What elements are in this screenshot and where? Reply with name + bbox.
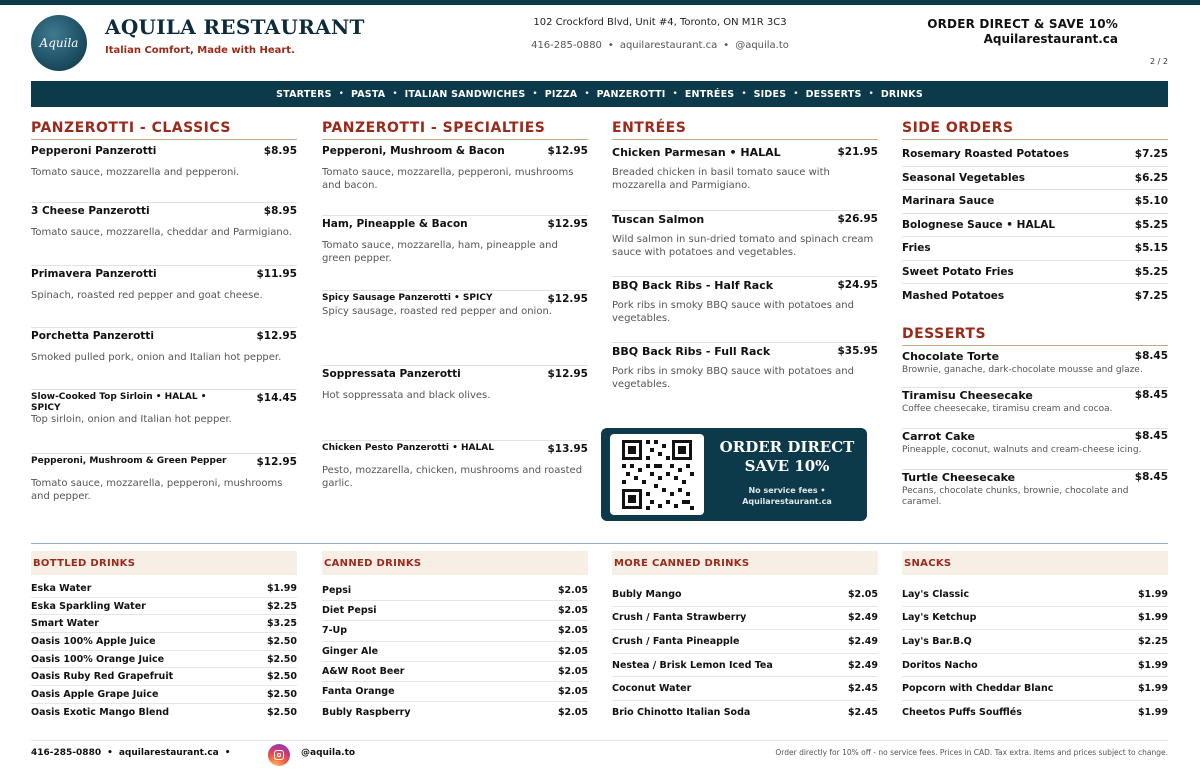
footer-phone-link[interactable]: 416-285-0880 [31, 748, 102, 758]
drinks-header: BOTTLED DRINKS [31, 551, 297, 575]
item-name: Ham, Pineapple & Bacon [322, 218, 468, 230]
menu-item [322, 440, 588, 510]
item-price: $2.05 [557, 686, 588, 698]
drinks-header: SNACKS [902, 551, 1168, 575]
item-price: $2.45 [847, 683, 878, 695]
item-price: $7.25 [1134, 148, 1168, 161]
item-description: Tomato sauce, mozzarella, cheddar and Parmigiano. [31, 227, 292, 238]
snack-item [902, 607, 1168, 631]
item-name: Brio Chinotto Italian Soda [612, 707, 751, 719]
nav-separator: • [584, 89, 590, 99]
menu-item [322, 290, 588, 365]
item-price: $2.05 [557, 706, 588, 718]
item-name: Bolognese Sauce • HALAL [902, 218, 1056, 231]
order-website-link[interactable]: Aquilarestaurant.ca [983, 32, 1118, 46]
item-price: $12.95 [256, 330, 297, 342]
item-description: Top sirloin, onion and Italian hot pepper. [31, 414, 232, 425]
item-name: Porchetta Panzerotti [31, 330, 154, 342]
dessert-item [902, 428, 1168, 469]
section-title: PANZEROTTI - CLASSICS [31, 120, 297, 140]
separator-dot: • [107, 748, 113, 758]
item-name: Crush / Fanta Pineapple [612, 635, 740, 647]
menu-item [31, 453, 297, 513]
side-orders-list [902, 143, 1168, 308]
item-description: Tomato sauce, mozzarella and pepperoni. [31, 167, 240, 178]
item-name: Sweet Potato Fries [902, 265, 1014, 278]
item-name: Rosemary Roasted Potatoes [902, 148, 1069, 161]
nav-entrees[interactable]: ENTRÉES [684, 88, 735, 100]
item-name: 7-Up [322, 625, 348, 637]
side-item [902, 143, 1168, 167]
drink-item [322, 662, 588, 682]
item-price: $26.95 [837, 213, 878, 225]
drink-item [31, 668, 297, 686]
item-description: Pineapple, coconut, walnuts and cream-cheese icing. [902, 444, 1142, 455]
nav-separator: • [672, 89, 678, 99]
item-price: $1.99 [1137, 659, 1168, 671]
item-description: Spinach, roasted red pepper and goat cheese. [31, 290, 263, 301]
item-name: Oasis Apple Grape Juice [31, 688, 159, 700]
menu-item [31, 389, 297, 453]
dessert-item [902, 387, 1168, 428]
item-name: Coconut Water [612, 683, 692, 695]
item-price: $5.25 [1134, 265, 1168, 278]
item-description: Hot soppressata and black olives. [322, 390, 491, 401]
item-name: Chicken Pesto Panzerotti • HALAL [322, 443, 494, 453]
order-direct-promo-card[interactable] [601, 428, 867, 521]
drink-item [31, 686, 297, 704]
address: 102 Crockford Blvd, Unit #4, Toronto, ON M1R 3C3 [533, 17, 787, 28]
item-name: Cheetos Puffs Soufflés [902, 707, 1022, 719]
item-price: $2.50 [266, 671, 297, 683]
drinks-list [322, 581, 588, 722]
nav-separator: • [338, 89, 344, 99]
side-item [902, 190, 1168, 214]
menu-item [322, 215, 588, 290]
snack-item [902, 583, 1168, 607]
side-orders-section [902, 120, 1168, 510]
order-direct-line: ORDER DIRECT & SAVE 10% [927, 17, 1118, 31]
item-name: Mashed Potatoes [902, 289, 1005, 302]
item-price: $8.45 [1134, 470, 1168, 483]
item-name: Pepperoni Panzerotti [31, 145, 157, 157]
menu-item [322, 140, 588, 215]
item-description: Tomato sauce, mozzarella, pepperoni, mushrooms and pepper. [31, 478, 283, 502]
item-description: Spicy sausage, roasted red pepper and onion. [322, 306, 552, 317]
side-item [902, 167, 1168, 191]
item-name: Oasis 100% Orange Juice [31, 653, 165, 665]
item-price: $13.95 [547, 443, 588, 455]
item-price: $2.50 [266, 707, 297, 719]
item-price: $2.49 [847, 612, 878, 624]
separator-dot: • [723, 40, 730, 51]
item-price: $2.45 [847, 707, 878, 719]
section-title: SIDE ORDERS [902, 120, 1168, 140]
nav-panzerotti[interactable]: PANZEROTTI [596, 88, 666, 100]
canned-drinks-section [322, 551, 588, 722]
item-name: Spicy Sausage Panzerotti • SPICY [322, 293, 493, 303]
item-description: Brownie, ganache, dark-chocolate mousse and glaze. [902, 364, 1143, 375]
item-price: $2.25 [266, 600, 297, 612]
more-canned-drinks-section [612, 551, 878, 725]
instagram-link[interactable]: @aquila.to [735, 40, 789, 51]
nav-separator: • [532, 89, 538, 99]
nav-separator: • [793, 89, 799, 99]
snack-item [902, 654, 1168, 678]
drink-item [612, 701, 878, 725]
item-name: Lay's Classic [902, 588, 970, 600]
item-name: Eska Sparkling Water [31, 600, 146, 612]
item-price: $11.95 [256, 268, 297, 280]
item-price: $1.99 [1137, 683, 1168, 695]
item-name: Primavera Panzerotti [31, 268, 157, 280]
desserts-title: DESSERTS [902, 326, 1168, 346]
nav-separator: • [868, 89, 874, 99]
panzerotti-classics-section [31, 120, 297, 513]
item-name: Seasonal Vegetables [902, 171, 1025, 184]
item-price: $14.45 [256, 392, 297, 404]
item-price: $12.95 [547, 145, 588, 157]
qr-code[interactable] [610, 434, 704, 515]
separator-dot: • [224, 748, 231, 758]
promo-text [711, 438, 863, 507]
item-name: Marinara Sauce [902, 195, 995, 208]
snack-item [902, 701, 1168, 725]
item-price: $2.05 [557, 645, 588, 657]
item-name: Popcorn with Cheddar Blanc [902, 683, 1054, 695]
item-name: BBQ Back Ribs - Half Rack [612, 279, 774, 292]
menu-item [612, 140, 878, 210]
side-item [902, 214, 1168, 238]
drink-item [31, 580, 297, 598]
menu-item [612, 210, 878, 276]
dessert-item [902, 346, 1168, 387]
snacks-list [902, 583, 1168, 725]
drinks-list [612, 583, 878, 725]
drink-item [612, 654, 878, 678]
item-price: $8.95 [263, 145, 297, 157]
bottled-drinks-section [31, 551, 297, 722]
item-price: $7.25 [1134, 289, 1168, 302]
drink-item [322, 581, 588, 601]
item-price: $5.15 [1134, 242, 1168, 255]
item-price: $12.95 [547, 293, 588, 305]
promo-headline: ORDER DIRECT [719, 438, 855, 456]
side-item [902, 261, 1168, 285]
item-price: $8.95 [263, 205, 297, 217]
drink-item [322, 621, 588, 641]
footer-divider [31, 740, 1168, 741]
nav-desserts[interactable]: DESSERTS [805, 88, 862, 100]
item-name: Pepperoni, Mushroom & Bacon [322, 145, 505, 157]
item-name: Oasis Ruby Red Grapefruit [31, 671, 174, 683]
item-description: Wild salmon in sun-dried tomato and spinach cream sauce with potatoes and vegetables. [612, 234, 874, 258]
item-price: $2.49 [847, 659, 878, 671]
menu-item [31, 327, 297, 389]
order-direct-header [880, 17, 1118, 46]
logo-text: Aquila [39, 36, 79, 50]
snacks-section [902, 551, 1168, 725]
item-price: $8.45 [1134, 388, 1168, 401]
item-price: $8.45 [1134, 429, 1168, 442]
item-price: $35.95 [837, 345, 878, 357]
drink-item [322, 682, 588, 702]
top-accent-bar [0, 0, 1200, 5]
page-number: 2 / 2 [1150, 57, 1168, 66]
promo-no-fees: No service fees • [748, 486, 826, 495]
menu-item [612, 342, 878, 402]
panzerotti-specialties-section [322, 120, 588, 510]
item-price: $2.05 [557, 625, 588, 637]
dessert-item [902, 469, 1168, 510]
drinks-header: CANNED DRINKS [322, 551, 588, 575]
item-name: Diet Pepsi [322, 605, 377, 617]
snack-item [902, 630, 1168, 654]
menu-item [31, 265, 297, 327]
item-price: $2.05 [847, 588, 878, 600]
drinks-list [31, 580, 297, 722]
item-price: $12.95 [256, 456, 297, 468]
footer-contact [31, 748, 237, 758]
footer-disclaimer: Order directly for 10% off - no service fees. Prices in CAD. Tax extra. Items and prices subject to change. [775, 748, 1168, 757]
drink-item [612, 583, 878, 607]
drink-item [612, 677, 878, 701]
item-description: Smoked pulled pork, onion and Italian hot pepper. [31, 352, 282, 363]
item-price: $6.25 [1134, 171, 1168, 184]
item-description: Pecans, chocolate chunks, brownie, chocolate and caramel. [902, 485, 1129, 507]
item-name: Bubly Raspberry [322, 706, 411, 718]
item-name: Lay's Bar.B.Q [902, 635, 972, 647]
item-name: Fries [902, 242, 931, 255]
item-description: Pork ribs in smoky BBQ sauce with potatoes and vegetables. [612, 366, 854, 390]
drinks-header: MORE CANNED DRINKS [612, 551, 878, 575]
item-description: Tomato sauce, mozzarella, ham, pineapple and green pepper. [322, 240, 558, 264]
item-name: A&W Root Beer [322, 665, 405, 677]
category-nav [31, 81, 1168, 107]
contact-block [480, 17, 840, 51]
item-price: $1.99 [1137, 707, 1168, 719]
nav-sides[interactable]: SIDES [753, 88, 787, 100]
item-price: $21.95 [837, 146, 878, 158]
item-price: $24.95 [837, 279, 878, 291]
side-item [902, 284, 1168, 308]
nav-starters[interactable]: STARTERS [276, 88, 332, 100]
qr-code-graphic [610, 434, 704, 515]
item-name: Carrot Cake [902, 429, 975, 443]
item-name: Soppressata Panzerotti [322, 368, 461, 380]
item-price: $12.95 [547, 368, 588, 380]
website-link[interactable]: aquilarestaurant.ca [619, 40, 718, 51]
item-name: Bubly Mango [612, 588, 682, 600]
section-title: ENTRÉES [612, 120, 878, 140]
item-price: $2.05 [557, 585, 588, 597]
nav-pizza[interactable]: PIZZA [544, 88, 578, 100]
drink-item [31, 704, 297, 722]
nav-separator: • [741, 89, 747, 99]
nav-separator: • [392, 89, 398, 99]
item-price: $2.25 [1137, 635, 1168, 647]
item-price: $5.10 [1134, 195, 1168, 208]
item-price: $2.50 [266, 653, 297, 665]
item-name: Pepsi [322, 585, 352, 597]
drink-item [31, 598, 297, 616]
section-title: PANZEROTTI - SPECIALTIES [322, 120, 588, 140]
menu-item [31, 140, 297, 202]
item-price: $5.25 [1134, 218, 1168, 231]
promo-website: Aquilarestaurant.ca [742, 497, 832, 506]
item-description: Pork ribs in smoky BBQ sauce with potatoes and vegetables. [612, 300, 854, 324]
item-description: Coffee cheesecake, tiramisu cream and cocoa. [902, 403, 1113, 414]
item-name: Tuscan Salmon [612, 213, 705, 226]
section-divider [31, 543, 1168, 544]
drink-item [612, 630, 878, 654]
promo-subtext [711, 485, 863, 507]
instagram-icon[interactable] [268, 744, 290, 766]
item-name: Doritos Nacho [902, 659, 978, 671]
item-description: Pesto, mozzarella, chicken, mushrooms and roasted garlic. [322, 465, 583, 489]
footer-instagram-link[interactable]: @aquila.to [301, 748, 356, 758]
item-name: Tiramisu Cheesecake [902, 388, 1033, 402]
item-name: 3 Cheese Panzerotti [31, 205, 150, 217]
side-item [902, 237, 1168, 261]
item-price: $1.99 [266, 582, 297, 594]
brand-tagline: Italian Comfort, Made with Heart. [105, 45, 295, 56]
separator-dot: • [607, 40, 614, 51]
item-price: $12.95 [547, 218, 588, 230]
menu-item [322, 365, 588, 440]
nav-pasta[interactable]: PASTA [350, 88, 386, 100]
item-price: $2.50 [266, 688, 297, 700]
menu-item [31, 202, 297, 265]
item-name: Slow-Cooked Top Sirloin • HALAL • SPICY [31, 392, 207, 413]
item-description: Breaded chicken in basil tomato sauce with mozzarella and Parmigiano. [612, 167, 830, 191]
item-name: BBQ Back Ribs - Full Rack [612, 345, 771, 358]
nav-drinks[interactable]: DRINKS [880, 88, 923, 100]
drink-item [322, 702, 588, 722]
item-name: Chicken Parmesan • HALAL [612, 146, 781, 159]
promo-discount: SAVE 10% [744, 457, 830, 475]
restaurant-logo[interactable] [31, 15, 87, 71]
drink-item [31, 651, 297, 669]
snack-item [902, 677, 1168, 701]
item-price: $2.05 [557, 665, 588, 677]
item-name: Chocolate Torte [902, 349, 1000, 363]
item-name: Oasis Exotic Mango Blend [31, 707, 170, 719]
item-name: Eska Water [31, 582, 92, 594]
phone-link[interactable]: 416-285-0880 [531, 40, 602, 51]
item-price: $2.05 [557, 605, 588, 617]
drink-item [31, 633, 297, 651]
item-name: Nestea / Brisk Lemon Iced Tea [612, 659, 773, 671]
item-name: Lay's Ketchup [902, 612, 977, 624]
drink-item [322, 642, 588, 662]
item-name: Crush / Fanta Strawberry [612, 612, 747, 624]
item-name: Fanta Orange [322, 686, 395, 698]
item-price: $1.99 [1137, 612, 1168, 624]
item-name: Turtle Cheesecake [902, 470, 1016, 484]
item-description: Tomato sauce, mozzarella, pepperoni, mushrooms and bacon. [322, 167, 574, 191]
drink-item [31, 615, 297, 633]
entrees-section [612, 120, 878, 402]
drink-item [322, 601, 588, 621]
menu-item [612, 276, 878, 342]
item-price: $2.49 [847, 635, 878, 647]
nav-italian-sandwiches[interactable]: ITALIAN SANDWICHES [404, 88, 526, 100]
item-name: Ginger Ale [322, 645, 379, 657]
footer-website-link[interactable]: aquilarestaurant.ca [118, 748, 219, 758]
instagram-icon-lens [277, 753, 281, 757]
item-name: Smart Water [31, 618, 99, 630]
item-price: $3.25 [266, 618, 297, 630]
contact-line [480, 40, 840, 51]
item-price: $8.45 [1134, 349, 1168, 362]
item-name: Pepperoni, Mushroom & Green Pepper [31, 456, 227, 466]
drink-item [612, 607, 878, 631]
item-price: $2.50 [266, 635, 297, 647]
item-name: Oasis 100% Apple Juice [31, 635, 156, 647]
brand-name: AQUILA RESTAURANT [105, 15, 365, 39]
item-price: $1.99 [1137, 588, 1168, 600]
brand-block [105, 15, 365, 56]
